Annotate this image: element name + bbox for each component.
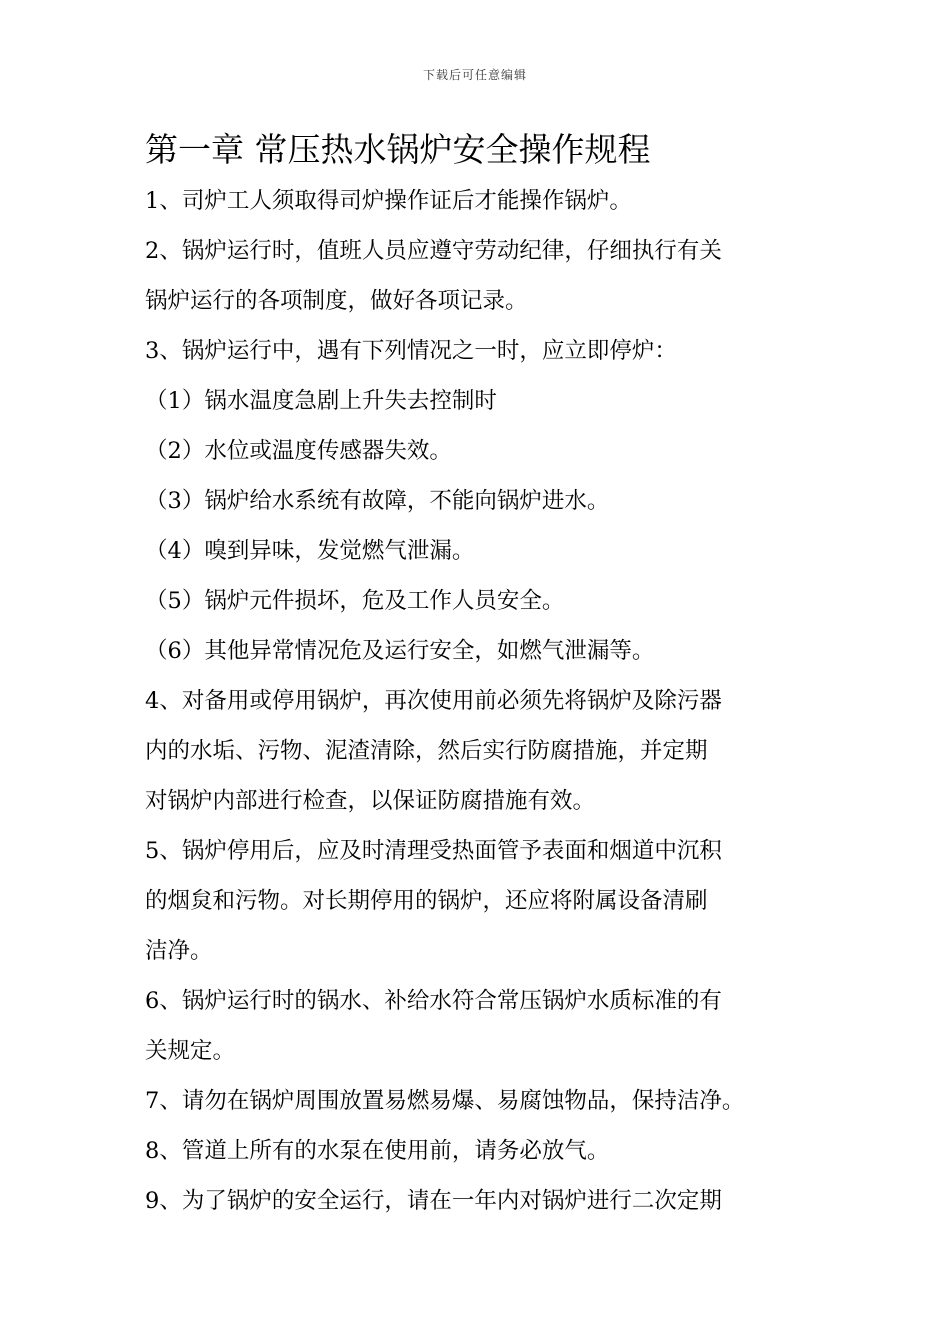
text-line: 5、锅炉停用后，应及时清理受热面管予表面和烟道中沉积 [145,838,722,864]
text-line: 6、锅炉运行时的锅水、补给水符合常压锅炉水质标准的有 [145,988,722,1014]
paragraph-list [145,176,820,1226]
text-line: （1）锅水温度急剧上升失去控制时 [145,388,497,414]
chapter-title: 第一章 常压热水锅炉安全操作规程 [145,130,651,169]
paragraph [145,626,820,676]
paragraph [145,176,820,226]
text-line: 3、锅炉运行中，遇有下列情况之一时，应立即停炉： [145,338,677,364]
paragraph [145,1126,820,1176]
header-note: 下载后可任意编辑 [422,68,527,82]
text-line: （6）其他异常情况危及运行安全，如燃气泄漏等。 [145,638,655,664]
paragraph [145,826,820,976]
text-line: 关规定。 [145,1038,236,1064]
paragraph [145,1176,820,1226]
document-body [145,124,820,1226]
paragraph [145,426,820,476]
text-line: （5）锅炉元件损坏，危及工作人员安全。 [145,588,565,614]
text-line: 的烟炱和污物。对长期停用的锅炉，还应将附属设备清刷 [145,888,708,914]
paragraph [145,226,820,326]
text-line: 2、锅炉运行时，值班人员应遵守劳动纪律，仔细执行有关 [145,238,722,264]
text-line: （2）水位或温度传感器失效。 [145,438,452,464]
text-line: 1、司炉工人须取得司炉操作证后才能操作锅炉。 [145,188,632,214]
paragraph [145,326,820,376]
paragraph [145,976,820,1076]
text-line: 洁净。 [145,938,213,964]
paragraph [145,576,820,626]
text-line: 7、请勿在锅炉周围放置易燃易爆、易腐蚀物品，保持洁净。 [145,1088,745,1114]
text-line: 8、管道上所有的水泵在使用前，请务必放气。 [145,1138,610,1164]
text-line: 锅炉运行的各项制度，做好各项记录。 [145,288,528,314]
text-line: 4、对备用或停用锅炉，再次使用前必须先将锅炉及除污器 [145,688,722,714]
paragraph [145,526,820,576]
text-line: （3）锅炉给水系统有故障，不能向锅炉进水。 [145,488,610,514]
paragraph [145,376,820,426]
text-line: 对锅炉内部进行检查，以保证防腐措施有效。 [145,788,596,814]
paragraph [145,676,820,826]
text-line: 内的水垢、污物、泥渣清除，然后实行防腐措施，并定期 [145,738,708,764]
text-line: （4）嗅到异味，发觉燃气泄漏。 [145,538,475,564]
paragraph [145,476,820,526]
text-line: 9、为了锅炉的安全运行，请在一年内对锅炉进行二次定期 [145,1188,722,1214]
paragraph [145,1076,820,1126]
